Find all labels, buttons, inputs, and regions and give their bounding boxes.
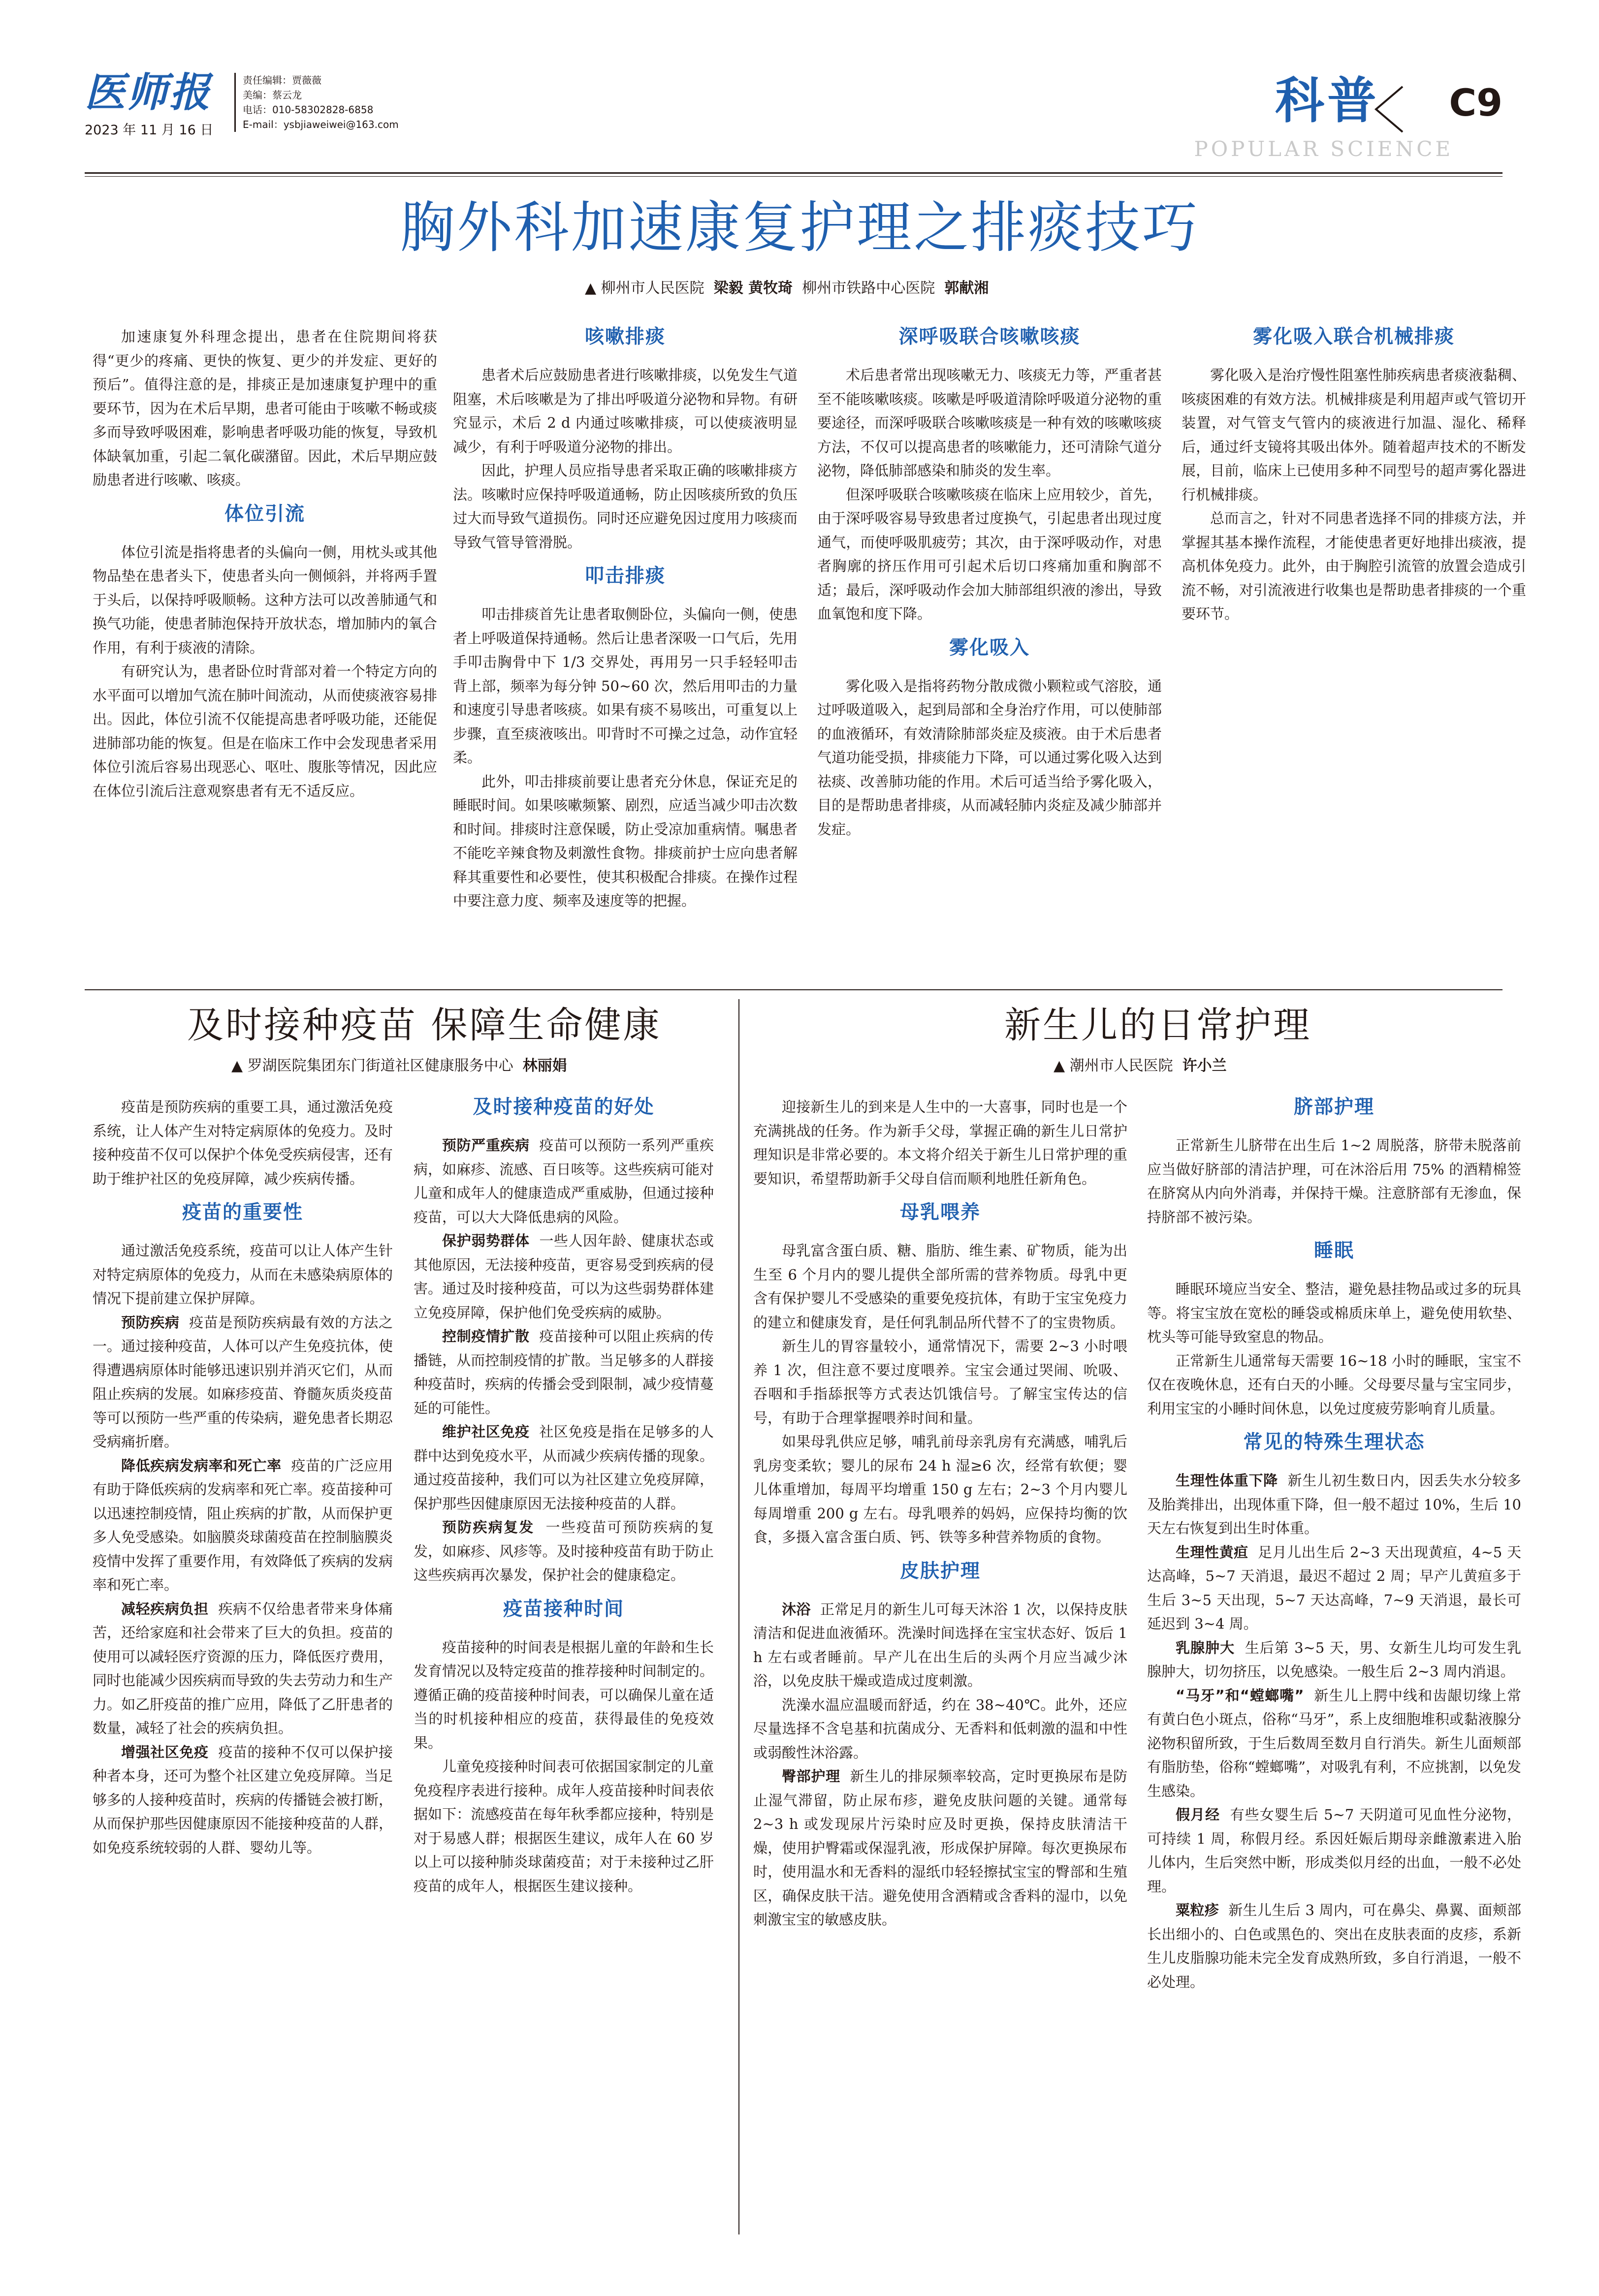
paragraph: 叩击排痰首先让患者取侧卧位，头偏向一侧，使患者上呼吸道保持通畅。然后让患者深吸一口气后，先用手叩击胸骨中下 1/3 交界处，再用另一只手轻轻叩击背上部，频率为每分钟 50~60 次，然后用叩击的力量和速度引导患者咳痰。如果有痰不易咳出，可重复以上步骤，直至痰液咳出。叩背时不可操之过急，动作宜轻柔。 — [453, 606, 798, 766]
paragraph: 如果母乳供应足够，哺乳前母亲乳房有充满感，哺乳后乳房变柔软；婴儿的尿布 24 h 湿≥6 次，经常有软便；婴儿体重增加，每周平均增重 150 g 左右；2~3 个月内婴儿每周增重 200 g 左右。母乳喂养的妈妈，应保持均衡的饮食，多摄入富含蛋白质、钙、铁等多种营养物质的食物。 — [753, 1433, 1127, 1545]
paragraph: 正常新生儿通常每天需要 16~18 小时的睡眠，宝宝不仅在夜晚休息，还有白天的小睡。父母要尽量与宝宝同步，利用宝宝的小睡时间休息，以免过度疲劳影响育儿质量。 — [1147, 1352, 1521, 1417]
lead-label: 减轻疾病负担 — [121, 1600, 209, 1617]
byline-authors: 郭献湘 — [944, 280, 989, 297]
lead-label: 生理性体重下降 — [1176, 1472, 1278, 1489]
lead-label: 生理性黄疸 — [1176, 1543, 1248, 1561]
editor-line: 责任编辑：贾薇薇 — [243, 74, 321, 86]
paragraph: 体位引流是指将患者的头偏向一侧，用枕头或其他物品垫在患者头下，使患者头向一侧倾斜，并将两手置于头后，以保持呼吸顺畅。这种方法可以改善肺通气和换气功能，使患者肺泡保持开放状态，增加肺内的氧合作用，有利于痰液的清除。 — [93, 543, 437, 656]
paragraph-text: 疫苗的接种不仅可以保护接种者本身，还可为整个社区建立免疫屏障。当足够多的人接种疫苗时，疾病的传播链会被打断，从而保护那些因健康原因不能接种疫苗的人群，如免疫系统较弱的人群、婴幼儿等。 — [93, 1743, 393, 1856]
paragraph-text: 疫苗是预防疾病最有效的方法之一。通过接种疫苗，人体可以产生免疫抗体，使得遭遇病原体时能够迅速识别并消灭它们，从而阻止疾病的发展。如麻疹疫苗、脊髓灰质炎疫苗等可以预防一些严重的传染病，避免患者长期忍受病痛折磨。 — [93, 1314, 393, 1450]
paragraph-text: 一些疫苗可预防疾病的复发，如麻疹、风疹等。及时接种疫苗有助于防止这些疾病再次暴发，保护社会的健康稳定。 — [414, 1519, 714, 1583]
paragraph-text: 疫苗可以预防一系列严重疾病，如麻疹、流感、百日咳等。这些疾病可能对儿童和成年人的健康造成严重威胁，但通过接种疫苗，可以大大降低患病的风险。 — [414, 1137, 714, 1226]
paragraph — [1147, 1684, 1521, 1803]
paragraph-text: 新生儿生后 3 周内，可在鼻尖、鼻翼、面颊部长出细小的、白色或黑色的、突出在皮肤表面的皮疹，系新生儿皮脂腺功能未完全发育成熟所致，多自行消退，一般不必处理。 — [1147, 1902, 1521, 1990]
paragraph — [414, 1229, 714, 1324]
masthead — [85, 69, 232, 138]
section-subtitle: POPULAR SCIENCE — [1194, 137, 1453, 161]
article2-col1 — [93, 1095, 393, 2227]
paragraph: 雾化吸入是指将药物分散成微小颗粒或气溶胶，通过呼吸道吸入，起到局部和全身治疗作用，可以使肺部的血液循环，有效清除肺部炎症及痰液。由于术后患者气道功能受损，排痰能力下降，可以通过雾化吸入达到祛痰、改善肺功能的作用。术后可适当给予雾化吸入，目的是帮助患者排痰，从而减轻肺内炎症及减少肺部并发症。 — [817, 677, 1162, 838]
lead-label: 降低疾病发病率和死亡率 — [121, 1457, 282, 1474]
phone-line: 电话：010-58302828-6858 — [243, 104, 374, 116]
paragraph: 雾化吸入是治疗慢性阻塞性肺疾病患者痰液黏稠、咳痰困难的有效方法。机械排痰是利用超声或气管切开装置，对气管支气管内的痰液进行加温、湿化、稀释后，通过纤支镜将其吸出体外。随着超声技术的不断发展，目前，临床上已使用多种不同型号的超声雾化器进行机械排痰。 — [1182, 367, 1526, 503]
section-heading: 疫苗的重要性 — [182, 1201, 303, 1224]
section-heading: 脐部护理 — [1293, 1096, 1375, 1118]
paragraph-text: 新生儿的排尿频率较高，定时更换尿布是防止湿气滞留，防止尿布疹，避免皮肤问题的关键。通常每 2~3 h 或发现尿片污染时应及时更换，保持皮肤清洁干燥，使用护臀霜或保湿乳液，形成保护屏障。每次更换尿布时，使用温水和无香料的湿纸巾轻轻擦拭宝宝的臀部和生殖区，确保皮肤干洁。避免使用含酒精或含香料的湿巾，以免刺激宝宝的敏感皮肤。 — [753, 1768, 1127, 1928]
section-heading: 深呼吸联合咳嗽咳痰 — [898, 326, 1081, 348]
paragraph: 有研究认为，患者卧位时背部对着一个特定方向的水平面可以增加气流在肺叶间流动，从而使痰液容易排出。因此，体位引流不仅能提高患者呼吸功能，还能促进肺部功能的恢复。但是在临床工作中会发现患者采用体位引流后容易出现恶心、呕吐、腹胀等情况，因此应在体位引流后注意观察患者有无不适反应。 — [93, 663, 437, 799]
paragraph — [93, 1597, 393, 1740]
paragraph-text: 一些人因年龄、健康状态或其他原因，无法接种疫苗，更容易受到疾病的侵害。通过及时接种疫苗，可以为这些弱势群体建立免疫屏障，保护他们免受疾病的威胁。 — [414, 1232, 714, 1321]
paragraph: 通过激活免疫系统，疫苗可以让人体产生针对特定病原体的免疫力，从而在未感染病原体的情况下提前建立保护屏障。 — [93, 1242, 393, 1307]
column-divider — [738, 999, 739, 2234]
article3-col1 — [753, 1095, 1127, 2227]
paragraph — [753, 1598, 1127, 1693]
byline-affiliation: ▲ 柳州市人民医院 — [585, 280, 704, 297]
section-divider — [85, 989, 1503, 990]
byline-affiliation: ▲ 潮州市人民医院 — [1054, 1057, 1173, 1074]
lead-label: 沐浴 — [782, 1601, 811, 1618]
paragraph-text: 有些女婴生后 5~7 天阴道可见血性分泌物，可持续 1 周，称假月经。系因妊娠后期母亲雌激素进入胎儿体内，生后突然中断，形成类似月经的出血，一般不必处理。 — [1147, 1806, 1521, 1895]
lead-label: 粟粒疹 — [1176, 1902, 1219, 1919]
byline-authors: 许小兰 — [1182, 1057, 1227, 1074]
article3-col2 — [1147, 1095, 1521, 2227]
paragraph — [414, 1133, 714, 1229]
paragraph — [1147, 1541, 1521, 1636]
page-number: C9 — [1449, 81, 1503, 125]
paragraph: 总而言之，针对不同患者选择不同的排痰方法，并掌握其基本操作流程，才能使患者更好地排出痰液，提高机体免疫力。此外，由于胸腔引流管的放置会造成引流不畅，对引流液进行收集也是帮助患者排痰的一个重要环节。 — [1182, 510, 1526, 622]
paragraph: 因此，护理人员应指导患者采取正确的咳嗽排痰方法。咳嗽时应保持呼吸道通畅，防止因咳痰所致的负压过大而导致气道损伤。同时还应避免因过度用力咳痰而导致气管导管滑脱。 — [453, 462, 798, 551]
issue-date: 2023 年 11 月 16 日 — [85, 123, 214, 138]
article1-byline — [585, 276, 989, 297]
lead-label: 控制疫情扩散 — [442, 1328, 530, 1345]
paragraph — [1147, 1469, 1521, 1541]
paragraph — [93, 1740, 393, 1860]
lead-label: 假月经 — [1176, 1806, 1220, 1823]
paragraph-text: 正常足月的新生儿可每天沐浴 1 次，以保持皮肤清洁和促进血液循环。洗澡时间选择在宝宝状态好、饭后 1 h 左右或者睡前。早产儿在出生后的头两个月应当减少沐浴，以免皮肤干燥或造成过度刺激。 — [753, 1601, 1127, 1689]
article1-col1 — [93, 325, 437, 979]
byline-affiliation: 柳州市铁路中心医院 — [802, 280, 935, 297]
paragraph: 儿童免疫接种时间表可依据国家制定的儿童免疫程序表进行接种。成年人疫苗接种时间表依据如下：流感疫苗在每年秋季都应接种，特别是对于易感人群；根据医生建议，成年人在 60 岁以上可以接种肺炎球菌疫苗；对于未接种过乙肝疫苗的成年人，根据医生建议接种。 — [414, 1758, 714, 1894]
section-heading: 咳嗽排痰 — [584, 326, 666, 348]
lead-label: 预防疾病复发 — [442, 1519, 535, 1536]
article2-byline — [231, 1053, 567, 1075]
section-heading: 疫苗接种时间 — [503, 1598, 624, 1620]
paragraph-text: 足月儿出生后 2~3 天出现黄疸，4~5 天达高峰，5~7 天消退，最迟不超过 2 周；早产儿黄疸多于生后 3~5 天出现，5~7 天达高峰，7~9 天消退，最长可延迟到 3~4 周。 — [1147, 1543, 1521, 1632]
section-heading: 雾化吸入 — [949, 636, 1030, 659]
article3-title: 新生儿的日常护理 — [1004, 1004, 1311, 1046]
paragraph-text: 疾病不仅给患者带来身体痛苦，还给家庭和社会带来了巨大的负担。疫苗的使用可以减轻医疗资源的压力，降低医疗费用，同时也能减少因疾病而导致的失去劳动力和生产力。如乙肝疫苗的推广应用，降低了乙肝患者的数量，减轻了社会的疾病负担。 — [93, 1600, 393, 1736]
section-heading: 母乳喂养 — [899, 1201, 981, 1224]
section-heading: 雾化吸入联合机械排痰 — [1252, 326, 1455, 348]
paragraph: 疫苗接种的时间表是根据儿童的年龄和生长发育情况以及特定疫苗的推荐接种时间制定的。遵循正确的疫苗接种时间表，可以确保儿童在适当的时机接种相应的疫苗，获得最佳的免疫效果。 — [414, 1638, 714, 1751]
paragraph — [753, 1764, 1127, 1932]
lead-label: 乳腺肿大 — [1176, 1639, 1235, 1656]
section-heading: 常见的特殊生理状态 — [1243, 1431, 1425, 1453]
paragraph-text: 新生儿上腭中线和齿龈切缘上常有黄白色小斑点，俗称“马牙”，系上皮细胞堆积或黏液腺分泌物积留所致，于生后数周至数月自行消失。新生儿面颊部有脂肪垫，俗称“螳螂嘴”，对吸乳有利，不应挑割，以免发生感染。 — [1147, 1687, 1521, 1799]
section-heading: 及时接种疫苗的好处 — [473, 1096, 655, 1118]
lead-label: 预防严重疾病 — [442, 1137, 530, 1154]
chevron-left-icon — [1372, 85, 1407, 134]
section-heading: 皮肤护理 — [899, 1560, 981, 1582]
paragraph-text: 社区免疫是指在足够多的人群中达到免疫水平，从而减少疾病传播的现象。通过疫苗接种，我们可以为社区建立免疫屏障，保护那些因健康原因无法接种疫苗的人群。 — [414, 1423, 714, 1512]
editor-info — [234, 73, 490, 132]
paragraph: 正常新生儿脐带在出生后 1~2 周脱落，脐带未脱落前应当做好脐部的清洁护理，可在沐浴后用 75% 的酒精棉签在脐窝从内向外消毒，并保持干燥。注意脐部有无渗血，保持脐部不被污染。 — [1147, 1137, 1521, 1226]
lead-label: “马牙”和“螳螂嘴” — [1176, 1687, 1304, 1704]
paragraph-text: 疫苗的广泛应用有助于降低疾病的发病率和死亡率。疫苗接种可以迅速控制疫情，阻止疾病的扩散，从而保护更多人免受感染。如脑膜炎球菌疫苗在控制脑膜炎疫情中发挥了重要作用，有效降低了疾病的发病率和死亡率。 — [93, 1457, 393, 1593]
email-line: E-mail：ysbjiaweiwei@163.com — [243, 119, 399, 130]
article3-byline — [1054, 1053, 1227, 1075]
paragraph — [1147, 1636, 1521, 1684]
paragraph — [1147, 1803, 1521, 1898]
article1-col4 — [1182, 325, 1526, 979]
paragraph: 术后患者常出现咳嗽无力、咳痰无力等，严重者甚至不能咳嗽咳痰。咳嗽是呼吸道清除呼吸道分泌物的重要途径，而深呼吸联合咳嗽咳痰是一种有效的咳嗽咳痰方法，不仅可以提高患者的咳嗽能力，还可清除气道分泌物，降低肺部感染和肺炎的发生率。 — [817, 367, 1162, 479]
byline-authors: 林丽娟 — [522, 1057, 567, 1074]
lead-label: 预防疾病 — [121, 1314, 180, 1331]
lead-label: 维护社区免疫 — [442, 1423, 530, 1440]
paragraph — [93, 1311, 393, 1454]
paragraph: 加速康复外科理念提出，患者在住院期间将获得“更少的疼痛、更快的恢复、更少的并发症、更好的预后”。值得注意的是，排痰正是加速康复护理中的重要环节，因为在术后早期，患者可能由于咳嗽不畅或痰多而导致呼吸困难，影响患者呼吸功能的恢复，导致机体缺氧加重，引起二氧化碳潴留。因此，术后早期应鼓励患者进行咳嗽、咳痰。 — [93, 328, 437, 488]
section-title: 科普 — [1275, 72, 1379, 129]
paragraph: 迎接新生儿的到来是人生中的一大喜事，同时也是一个充满挑战的任务。作为新手父母，掌握正确的新生儿日常护理知识是非常必要的。本文将介绍关于新生儿日常护理的重要知识，希望帮助新手父母自信而顺利地胜任新角色。 — [753, 1099, 1127, 1187]
section-heading: 睡眠 — [1313, 1240, 1354, 1262]
section-header — [1187, 74, 1503, 167]
paragraph-text: 疫苗接种可以阻止疾病的传播链，从而控制疫情的扩散。当足够多的人群接种疫苗时，疾病的传播会受到限制，减少疫情蔓延的可能性。 — [414, 1328, 714, 1416]
paragraph: 但深呼吸联合咳嗽咳痰在临床上应用较少，首先，由于深呼吸容易导致患者过度换气，引起患者出现过度通气，而使呼吸肌疲劳；其次，由于深呼吸动作，对患者胸廓的挤压作用可引起术后切口疼痛加重和胸部不适；最后，深呼吸动作会加大肺部组织液的渗出，导致血氧饱和度下降。 — [817, 486, 1162, 622]
article1-title: 胸外科加速康复护理之排痰技巧 — [400, 196, 1199, 260]
section-heading: 体位引流 — [224, 503, 305, 525]
paragraph: 新生儿的胃容量较小，通常情况下，需要 2~3 小时喂养 1 次，但注意不要过度喂养。宝宝会通过哭闹、吮吸、吞咽和手指舔抿等方式表达饥饿信号。了解宝宝传达的信号，有助于合理掌握喂养时间和量。 — [753, 1338, 1127, 1426]
paragraph: 洗澡水温应温暖而舒适，约在 38~40℃。此外，还应尽量选择不含皂基和抗菌成分、无香料和低刺激的温和中性或弱酸性沐浴露。 — [753, 1696, 1127, 1761]
lead-label: 臀部护理 — [782, 1768, 840, 1785]
article1-col2 — [453, 325, 798, 979]
article2-col2 — [414, 1095, 714, 2227]
paragraph — [414, 1324, 714, 1420]
paragraph: 患者术后应鼓励患者进行咳嗽排痰，以免发生气道阻塞，术后咳嗽是为了排出呼吸道分泌物和异物。有研究显示，术后 2 d 内通过咳嗽排痰，可以使痰液明显减少，有利于呼吸道分泌物的排出。 — [453, 367, 798, 455]
newspaper-logo: 医师报 — [85, 69, 212, 116]
article1-col3 — [817, 325, 1162, 979]
paragraph: 睡眠环境应当安全、整洁，避免悬挂物品或过多的玩具等。将宝宝放在宽松的睡袋或棉质床单上，避免使用软垫、枕头等可能导致窒息的物品。 — [1147, 1281, 1521, 1345]
lead-label: 保护弱势群体 — [442, 1232, 530, 1249]
header-divider-thin — [85, 176, 1503, 177]
paragraph — [1147, 1898, 1521, 1994]
byline-affiliation: ▲ 罗湖医院集团东门街道社区健康服务中心 — [231, 1057, 513, 1074]
paragraph — [414, 1420, 714, 1515]
paragraph-text: 生后第 3~5 天，男、女新生儿均可发生乳腺肿大，切勿挤压，以免感染。一般生后 2~3 周内消退。 — [1147, 1639, 1521, 1680]
paragraph: 母乳富含蛋白质、糖、脂肪、维生素、矿物质，能为出生至 6 个月内的婴儿提供全部所需的营养物质。母乳中更含有保护婴儿不受感染的重要免疫抗体，有助于宝宝免疫力的建立和健康发育，是任何乳制品所代替不了的宝贵物质。 — [753, 1242, 1127, 1331]
art-editor-line: 美编：蔡云龙 — [243, 89, 302, 101]
header-divider — [85, 172, 1503, 174]
section-heading: 叩击排痰 — [584, 565, 666, 587]
paragraph — [93, 1454, 393, 1597]
article2-title: 及时接种疫苗 保障生命健康 — [187, 1004, 662, 1046]
paragraph-text: 新生儿初生数日内，因丢失水分较多及胎粪排出，出现体重下降，但一般不超过 10%，生后 10 天左右恢复到出生时体重。 — [1147, 1472, 1521, 1537]
paragraph: 疫苗是预防疾病的重要工具，通过激活免疫系统，让人体产生对特定病原体的免疫力。及时接种疫苗不仅可以保护个体免受疾病侵害，还有助于维护社区的免疫屏障，减少疾病传播。 — [93, 1099, 393, 1187]
byline-authors: 梁毅 黄牧琦 — [713, 280, 793, 297]
paragraph: 此外，叩击排痰前要让患者充分休息，保证充足的睡眠时间。如果咳嗽频繁、剧烈，应适当减少叩击次数和时间。排痰时注意保暖，防止受凉加重病情。嘱患者不能吃辛辣食物及刺激性食物。排痰前护士应向患者解释其重要性和必要性，使其积极配合排痰。在操作过程中要注意力度、频率及速度等的把握。 — [453, 773, 798, 909]
paragraph — [414, 1515, 714, 1587]
lead-label: 增强社区免疫 — [121, 1743, 209, 1761]
